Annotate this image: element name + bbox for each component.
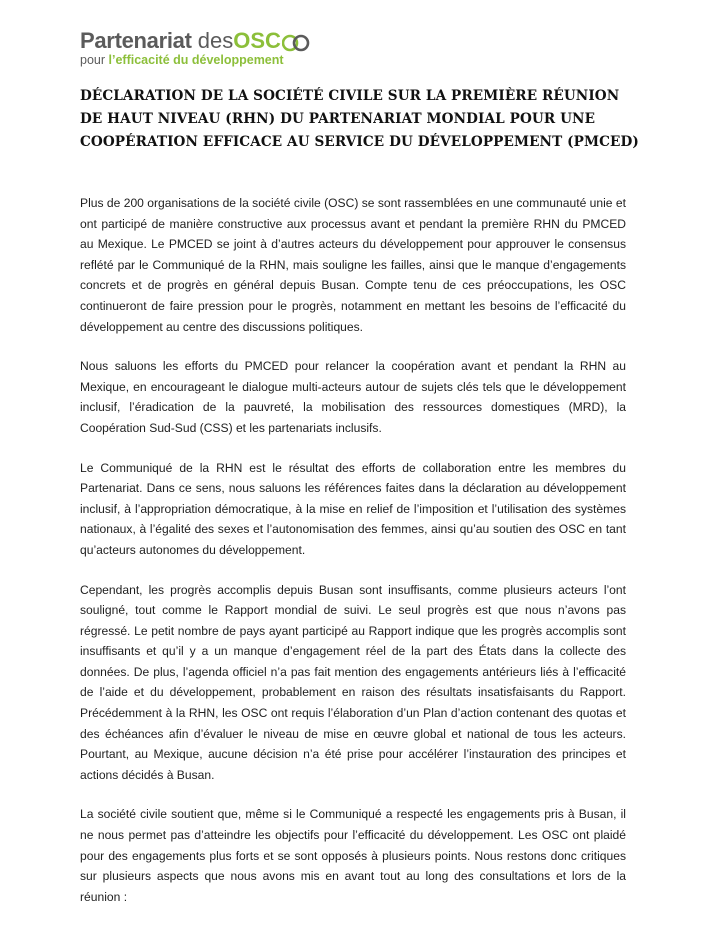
- body-paragraph: Nous saluons les efforts du PMCED pour relancer la coopération avant et pendant la RHN au Mexique, en encourageant le dialogue multi-acteurs autour de sujets clés tels que le développement inclusif, l’éradication de la pauvreté, la mobilisation des ressources domestiques (MRD), la Coopération Sud-Sud (CSS) et les partenariats inclusifs.: [80, 359, 626, 435]
- logo-word-osc: OSC: [233, 28, 281, 53]
- logo-tagline: [80, 52, 284, 68]
- logo-rings-icon: [282, 34, 322, 52]
- logo-tagline-prefix: pour: [80, 53, 106, 67]
- body-paragraph: Le Communiqué de la RHN est le résultat des efforts de collaboration entre les membres du Partenariat. Dans ce sens, nous saluons les références faites dans la déclaration au développement inclusif, à l’appropriation démocratique, à la mise en relief de l’imposition et l’utilisation des systèmes nationaux, à l’égalité des sexes et l’autonomisation des femmes, ainsi qu’au soutien des OSC en tant qu’acteurs autonomes du développement.: [80, 460, 626, 557]
- document-title-line: DÉCLARATION DE LA SOCIÉTÉ CIVILE SUR LA PREMIÈRE RÉUNION: [80, 88, 620, 104]
- document-body: [80, 193, 626, 926]
- logo-tagline-emphasis: l’efficacité du développement: [108, 53, 284, 67]
- document-title-line: DE HAUT NIVEAU (RHN) DU PARTENARIAT MONDIAL POUR UNE: [80, 111, 596, 127]
- body-paragraph: Plus de 200 organisations de la société civile (OSC) se sont rassemblées en une communauté unie et ont participé de manière constructive aux processus avant et pendant la première RHN du PMCED au Mexique. Le PMCED se joint à d’autres acteurs du développement pour approuver le consensus reflété par le Communiqué de la RHN, mais souligne les failles, ainsi que le manque d’engagements concrets et de progrès en général depuis Busan. Compte tenu de ces préoccupations, les OSC continueront de faire pression pour le progrès, notamment en mettant les besoins de l’efficacité du développement au centre des discussions politiques.: [80, 196, 626, 334]
- document-title-line: COOPÉRATION EFFICACE AU SERVICE DU DÉVELOPPEMENT (PMCED): [80, 134, 639, 150]
- body-paragraph: La société civile soutient que, même si le Communiqué a respecté les engagements pris à Busan, il ne nous permet pas d’atteindre les objectifs pour l’efficacité du développement. Les OSC ont plaidé pour des engagements plus forts et se sont opposés à plusieurs points. Nous restons donc critiques sur plusieurs aspects que nous avons mis en avant tout au long des consultations et lors de la réunion :: [80, 807, 626, 904]
- body-paragraph: Cependant, les progrès accomplis depuis Busan sont insuffisants, comme plusieurs acteurs l’ont souligné, tout comme le Rapport mondial de suivi. Le seul progrès est que nous n’avons pas régressé. Le petit nombre de pays ayant participé au Rapport indique que les progrès accomplis sont insuffisants et qu’il y a un manque d’engagement réel de la part des États dans la collecte des données. De plus, l’agenda officiel n’a pas fait mention des engagements antérieurs liés à l’efficacité de l’aide et du développement, probablement en raison des résultats insatisfaisants du Rapport. Précédemment à la RHN, les OSC ont requis l’élaboration d’un Plan d’action contenant des quotas et des échéances afin d’évaluer le niveau de mise en œuvre global et national de tous les acteurs. Pourtant, au Mexique, aucune décision n’a été prise pour accélérer l’instauration des principes et actions décidés à Busan.: [80, 582, 626, 782]
- organization-logo: [80, 28, 320, 76]
- logo-word-des: des: [197, 28, 234, 53]
- logo-word-partenariat: Partenariat: [80, 28, 192, 53]
- document-title: [80, 85, 640, 154]
- logo-wordmark: [80, 28, 281, 54]
